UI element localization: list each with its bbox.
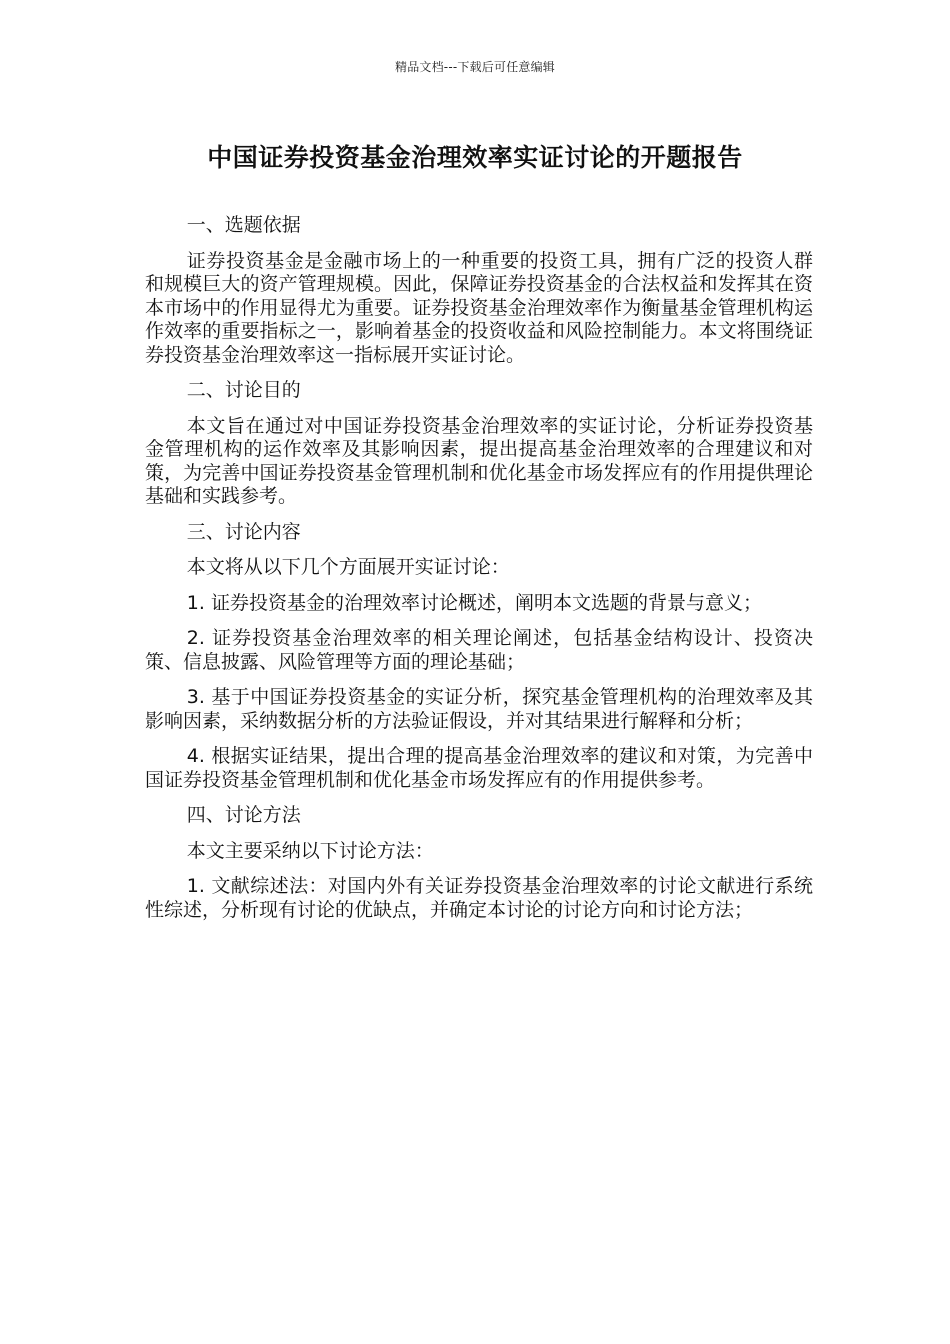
section-3-list-item-4: 4. 根据实证结果，提出合理的提高基金治理效率的建议和对策，为完善中国证券投资基金管理机制和优化基金市场发挥应有的作用提供参考。 bbox=[145, 745, 813, 791]
section-1-paragraph: 证券投资基金是金融市场上的一种重要的投资工具，拥有广泛的投资人群和规模巨大的资产管理规模。因此，保障证券投资基金的合法权益和发挥其在资本市场中的作用显得尤为重要。证券投资基金治理效率作为衡量基金管理机构运作效率的重要指标之一，影响着基金的投资收益和风险控制能力。本文将围绕证券投资基金治理效率这一指标展开实证讨论。 bbox=[145, 249, 813, 366]
page-header: 精品文档---下载后可任意编辑 bbox=[395, 60, 555, 74]
section-3-list-item-3: 3. 基于中国证券投资基金的实证分析，探究基金管理机构的治理效率及其影响因素，采纳数据分析的方法验证假设，并对其结果进行解释和分析； bbox=[145, 686, 813, 732]
section-heading-3: 三、讨论内容 bbox=[186, 520, 301, 543]
section-4-intro: 本文主要采纳以下讨论方法： bbox=[186, 839, 434, 862]
document-body bbox=[145, 214, 813, 934]
section-2-paragraph: 本文旨在通过对中国证券投资基金治理效率的实证讨论，分析证券投资基金管理机构的运作效率及其影响因素，提出提高基金治理效率的合理建议和对策，为完善中国证券投资基金管理机制和优化基金市场发挥应有的作用提供理论基础和实践参考。 bbox=[145, 414, 813, 507]
section-3-list-item-2: 2. 证券投资基金治理效率的相关理论阐述，包括基金结构设计、投资决策、信息披露、风险管理等方面的理论基础； bbox=[145, 627, 813, 673]
section-3-intro: 本文将从以下几个方面展开实证讨论： bbox=[186, 556, 510, 578]
section-heading-2: 二、讨论目的 bbox=[186, 379, 301, 401]
section-3-list-item-1: 1. 证券投资基金的治理效率讨论概述，阐明本文选题的背景与意义； bbox=[186, 591, 762, 614]
section-4-list-item-1: 1. 文献综述法：对国内外有关证券投资基金治理效率的讨论文献进行系统性综述，分析现有讨论的优缺点，并确定本讨论的讨论方向和讨论方法； bbox=[145, 875, 813, 921]
section-heading-1: 一、选题依据 bbox=[186, 214, 301, 236]
section-heading-4: 四、讨论方法 bbox=[186, 804, 301, 826]
document-title: 中国证券投资基金治理效率实证讨论的开题报告 bbox=[207, 143, 743, 172]
